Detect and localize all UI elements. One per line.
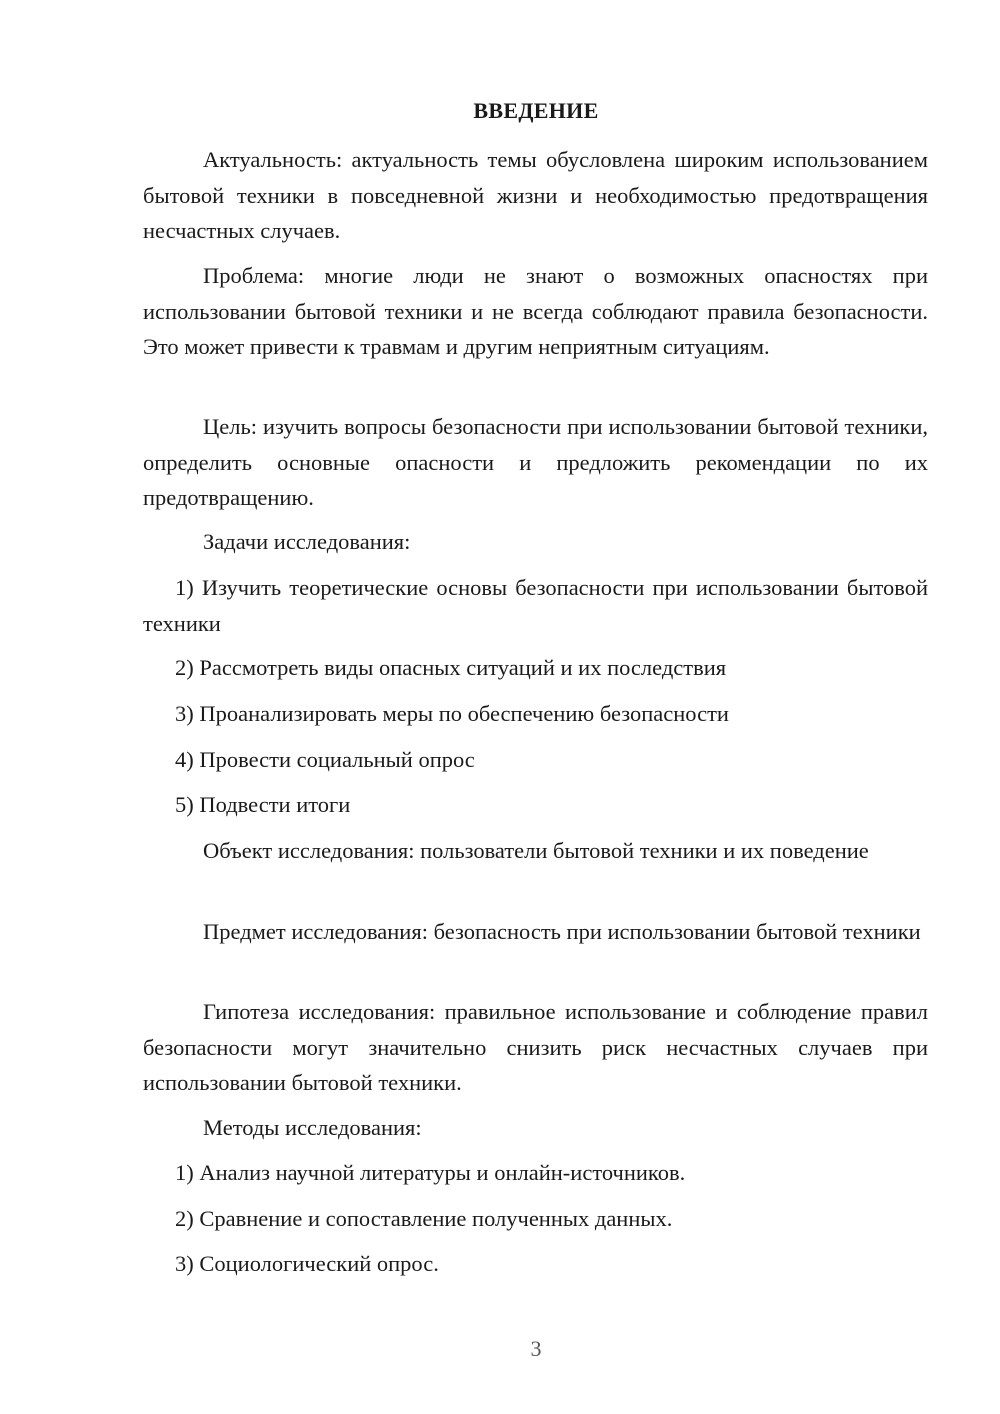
- problem-paragraph: Проблема: многие люди не знают о возможных опасностях при использовании бытовой техники и не всегда соблюдают правила безопасности. Это может привести к травмам и другим неприятным ситуациям.: [143, 263, 928, 359]
- method-item: 1) Анализ научной литературы и онлайн-источников.: [175, 1160, 686, 1185]
- subject-paragraph: Предмет исследования: безопасность при использовании бытовой техники: [203, 919, 921, 944]
- page-number: 3: [530, 1336, 542, 1361]
- task-item: 2) Рассмотреть виды опасных ситуаций и их последствия: [175, 655, 727, 680]
- section-title: ВВЕДЕНИЕ: [473, 98, 599, 123]
- task-item: 4) Провести социальный опрос: [175, 747, 475, 772]
- task-item: 1) Изучить теоретические основы безопасности при использовании бытовой техники: [143, 575, 928, 636]
- task-item: 3) Проанализировать меры по обеспечению безопасности: [175, 701, 729, 726]
- tasks-heading: Задачи исследования:: [203, 529, 411, 554]
- task-item: 5) Подвести итоги: [175, 792, 351, 817]
- goal-paragraph: Цель: изучить вопросы безопасности при использовании бытовой техники, определить основные опасности и предложить рекомендации по их предотвращению.: [143, 414, 928, 510]
- relevance-paragraph: Актуальность: актуальность темы обусловлена широким использованием бытовой техники в повседневной жизни и необходимостью предотвращения несчастных случаев.: [143, 147, 928, 243]
- hypothesis-paragraph: Гипотеза исследования: правильное использование и соблюдение правил безопасности могут значительно снизить риск несчастных случаев при использовании бытовой техники.: [143, 999, 928, 1095]
- methods-heading: Методы исследования:: [203, 1115, 422, 1140]
- object-paragraph: Объект исследования: пользователи бытовой техники и их поведение: [203, 838, 869, 863]
- method-item: 2) Сравнение и сопоставление полученных данных.: [175, 1206, 673, 1231]
- method-item: 3) Социологический опрос.: [175, 1251, 439, 1276]
